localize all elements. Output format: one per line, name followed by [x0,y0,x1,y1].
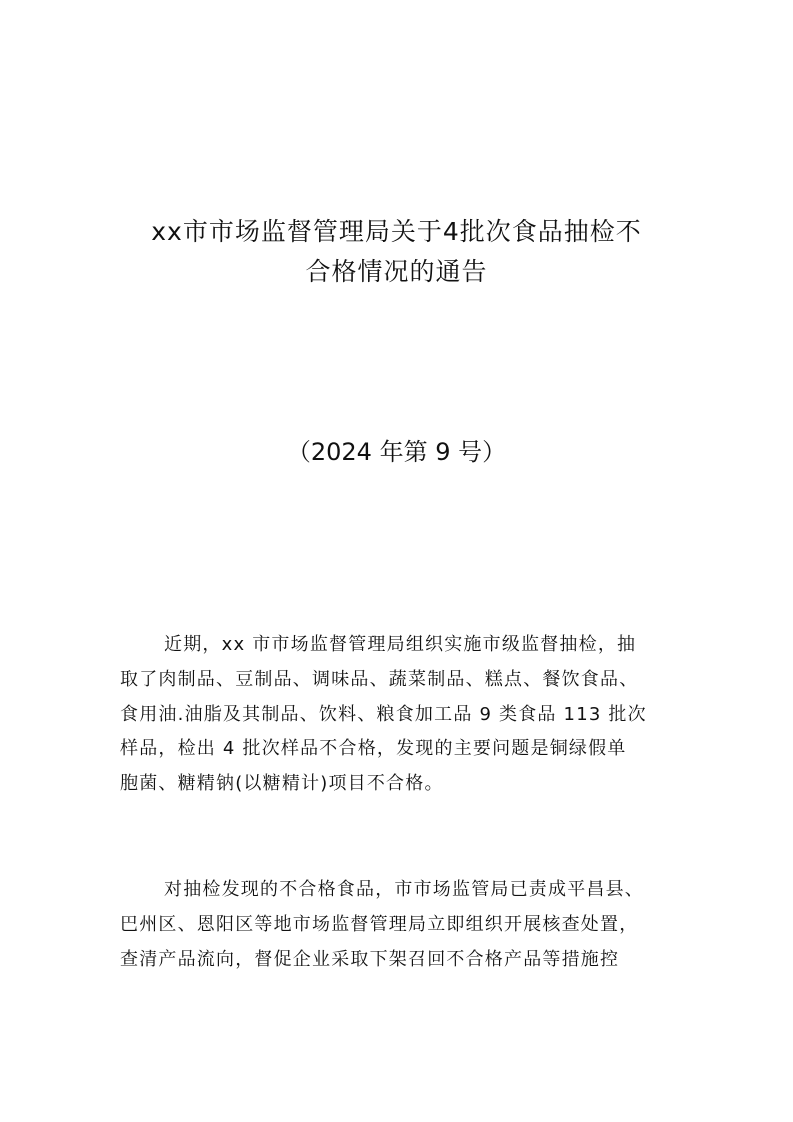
title-line-2: 合格情况的通告 [305,257,488,286]
title-line-1: xx市市场监督管理局关于4批次食品抽检不 [151,217,642,246]
paragraph-line: 取了肉制品、豆制品、调味品、蔬菜制品、糕点、餐饮食品、 [120,668,639,690]
issue-number: （2024 年第 9 号） [286,438,507,466]
document-title [100,212,693,292]
paragraph-1 [120,628,680,802]
paragraph-line: 近期，xx 市市场监督管理局组织实施市级监督抽检，抽 [164,634,637,655]
paragraph-line: 食用油.油脂及其制品、饮料、粮食加工品 9 类食品 113 批次 [120,703,647,725]
paragraph-line: 胞菌、糖精钠(以糖精计)项目不合格。 [120,773,444,795]
paragraph-line: 样品，检出 4 批次样品不合格，发现的主要问题是铜绿假单 [120,738,627,760]
paragraph-line: 对抽检发现的不合格食品，市市场监管局已责成平昌县、 [164,879,644,900]
paragraph-line: 查清产品流向，督促企业采取下架召回不合格产品等措施控 [120,948,620,970]
paragraph-2 [120,873,680,977]
paragraph-line: 巴州区、恩阳区等地市场监督管理局立即组织开展核查处置， [120,913,639,935]
